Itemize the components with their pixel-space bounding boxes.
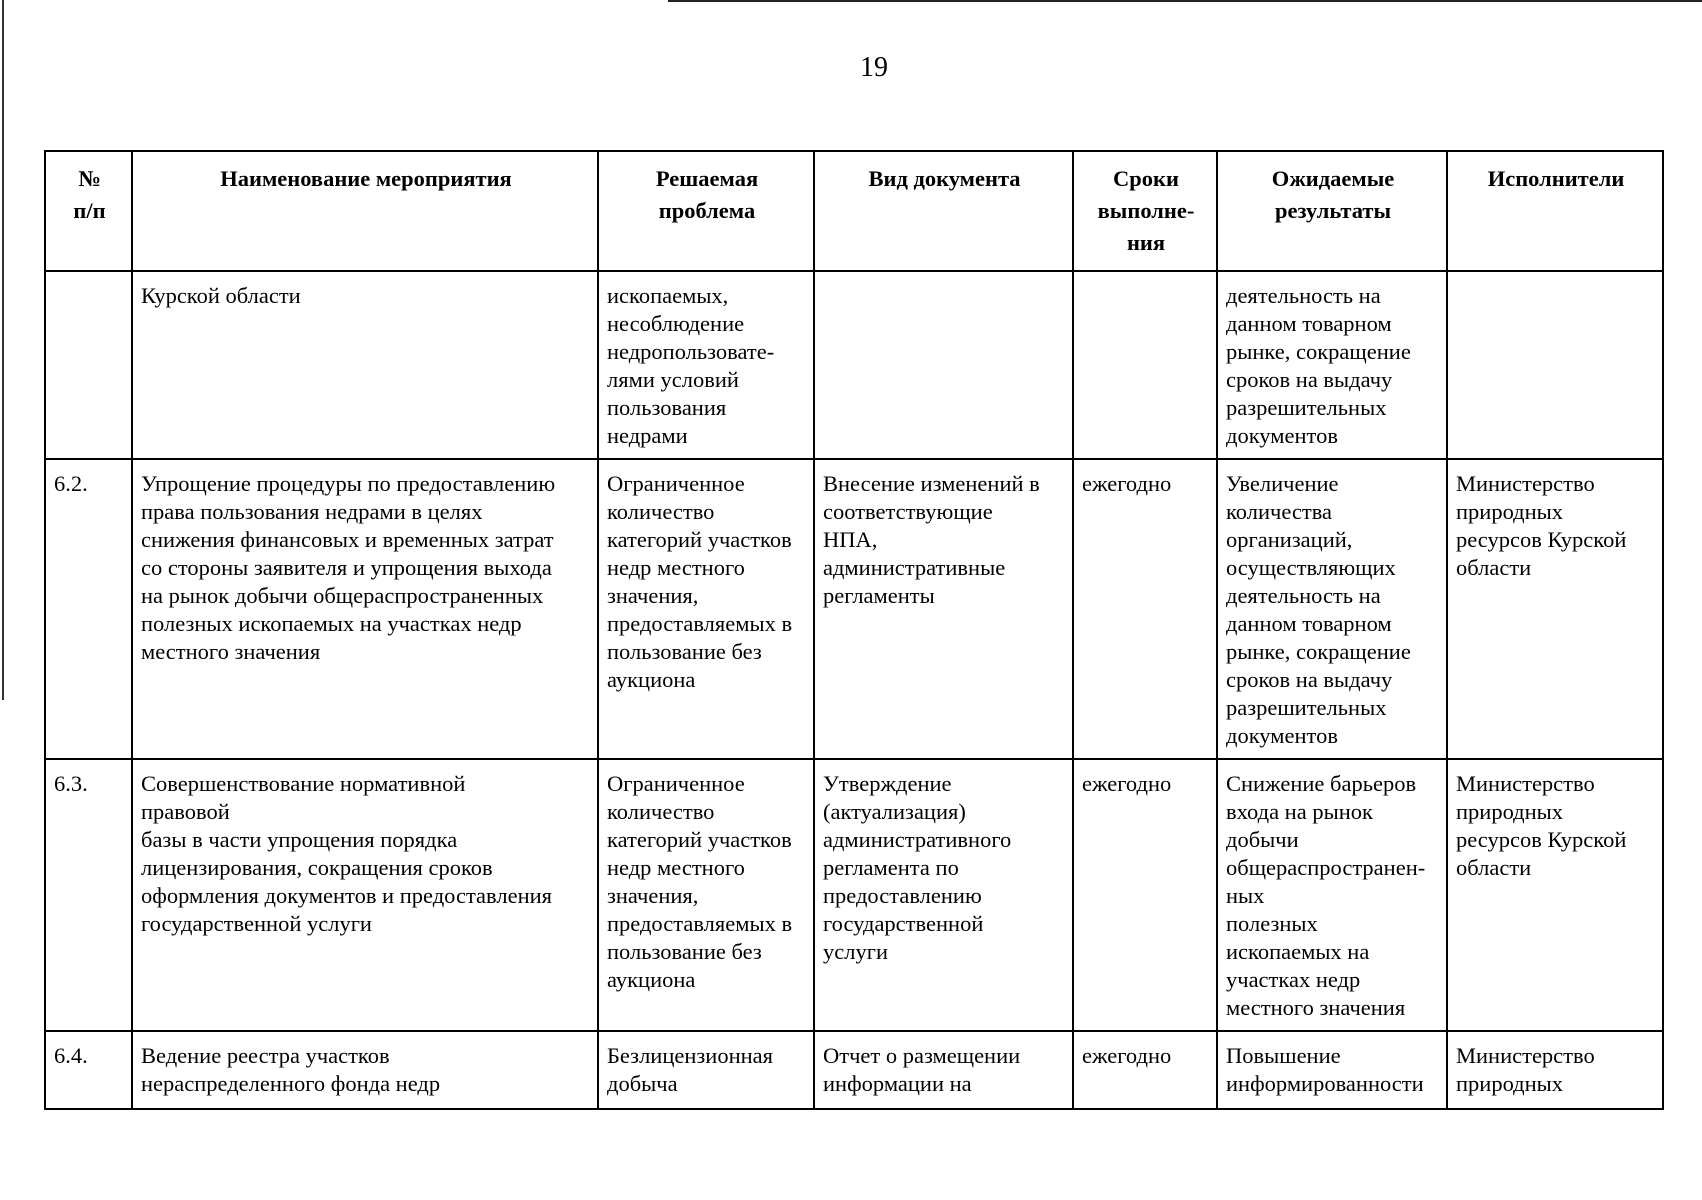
header-results: Ожидаемые результаты bbox=[1217, 151, 1447, 271]
cell-num: 6.4. bbox=[45, 1031, 132, 1109]
cell-problem: Ограниченное количество категорий участков недр местного значения, предоставляемых в пользование без аукциона bbox=[598, 459, 814, 759]
cell-deadline: ежегодно bbox=[1073, 459, 1217, 759]
left-border-line bbox=[2, 0, 4, 700]
cell-num: 6.3. bbox=[45, 759, 132, 1031]
cell-name: Курской области bbox=[132, 271, 598, 459]
cell-executors: Министерство природных bbox=[1447, 1031, 1663, 1109]
measures-table bbox=[44, 150, 1664, 1110]
header-num: № п/п bbox=[45, 151, 132, 271]
cell-name: Ведение реестра участков нераспределенного фонда недр bbox=[132, 1031, 598, 1109]
cell-deadline bbox=[1073, 271, 1217, 459]
page-number: 19 bbox=[860, 52, 888, 83]
cell-num bbox=[45, 271, 132, 459]
table-row bbox=[45, 1031, 1663, 1109]
table-header-row bbox=[45, 151, 1663, 271]
header-doc-type: Вид документа bbox=[814, 151, 1073, 271]
table-row bbox=[45, 271, 1663, 459]
cell-name: Упрощение процедуры по предоставлению права пользования недрами в целях снижения финансовых и временных затрат со стороны заявителя и упрощения выхода на рынок добычи общераспространенных полезных ископаемых на участках недр местного значения bbox=[132, 459, 598, 759]
header-name: Наименование мероприятия bbox=[132, 151, 598, 271]
header-executors: Исполнители bbox=[1447, 151, 1663, 271]
header-deadline: Сроки выполне- ния bbox=[1073, 151, 1217, 271]
table-row bbox=[45, 459, 1663, 759]
cell-doc-type bbox=[814, 271, 1073, 459]
cell-results: Повышение информированности bbox=[1217, 1031, 1447, 1109]
cell-executors: Министерство природных ресурсов Курской области bbox=[1447, 459, 1663, 759]
cell-results: Увеличение количества организаций, осуществляющих деятельность на данном товарном рынке, сокращение сроков на выдачу разрешительных документов bbox=[1217, 459, 1447, 759]
cell-deadline: ежегодно bbox=[1073, 759, 1217, 1031]
table-row bbox=[45, 759, 1663, 1031]
cell-results: Снижение барьеров входа на рынок добычи общераспространен- ных полезных ископаемых на участках недр местного значения bbox=[1217, 759, 1447, 1031]
cell-executors bbox=[1447, 271, 1663, 459]
cell-doc-type: Отчет о размещении информации на bbox=[814, 1031, 1073, 1109]
cell-num: 6.2. bbox=[45, 459, 132, 759]
header-problem: Решаемая проблема bbox=[598, 151, 814, 271]
cell-doc-type: Внесение изменений в соответствующие НПА, административные регламенты bbox=[814, 459, 1073, 759]
cell-problem: Безлицензионная добыча bbox=[598, 1031, 814, 1109]
cell-executors: Министерство природных ресурсов Курской области bbox=[1447, 759, 1663, 1031]
cell-name: Совершенствование нормативной правовой базы в части упрощения порядка лицензирования, сокращения сроков оформления документов и предоставления государственной услуги bbox=[132, 759, 598, 1031]
cell-problem: Ограниченное количество категорий участков недр местного значения, предоставляемых в пользование без аукциона bbox=[598, 759, 814, 1031]
cell-deadline: ежегодно bbox=[1073, 1031, 1217, 1109]
top-border-line bbox=[668, 0, 1702, 2]
cell-doc-type: Утверждение (актуализация) административного регламента по предоставлению государственной услуги bbox=[814, 759, 1073, 1031]
cell-problem: ископаемых, несоблюдение недропользовате- лями условий пользования недрами bbox=[598, 271, 814, 459]
cell-results: деятельность на данном товарном рынке, сокращение сроков на выдачу разрешительных документов bbox=[1217, 271, 1447, 459]
